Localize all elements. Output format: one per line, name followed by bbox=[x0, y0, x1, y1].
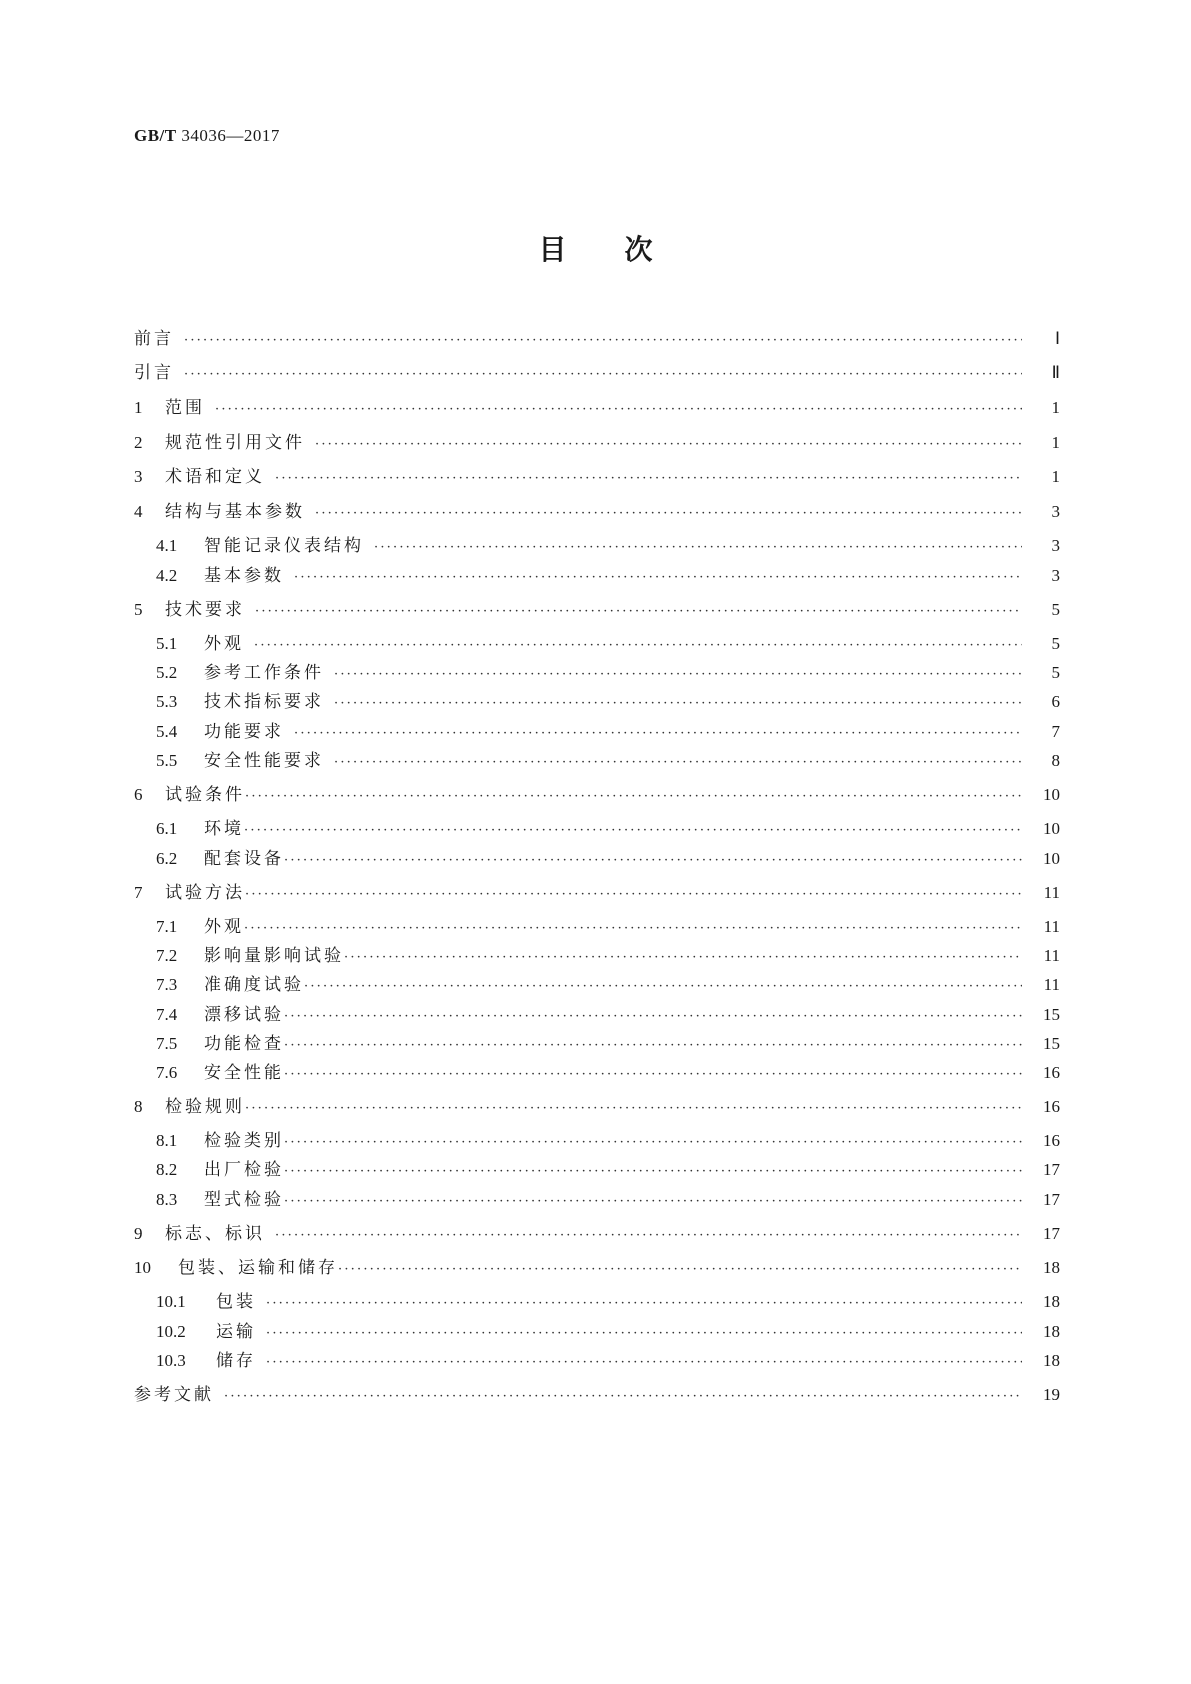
toc-label: 智能记录仪表结构 bbox=[204, 536, 364, 556]
leader-dots bbox=[215, 398, 1022, 422]
toc-number: 5.5 bbox=[156, 751, 178, 770]
leader-dots bbox=[294, 722, 1022, 746]
toc-number: 7.6 bbox=[156, 1063, 178, 1082]
toc-page: Ⅰ bbox=[1054, 329, 1060, 348]
toc-page: 1 bbox=[1051, 467, 1060, 486]
toc-entry-10-3[interactable] bbox=[156, 1349, 1060, 1373]
toc-entry-10-2[interactable] bbox=[156, 1320, 1060, 1344]
leader-dots bbox=[315, 502, 1022, 526]
toc-number: 5.3 bbox=[156, 692, 178, 711]
toc-page: 11 bbox=[1043, 917, 1060, 936]
leader-dots bbox=[334, 692, 1022, 716]
toc-number: 6.1 bbox=[156, 819, 178, 838]
toc-label: 技术指标要求 bbox=[204, 692, 324, 712]
toc-entry-3[interactable] bbox=[134, 465, 1060, 489]
toc-entry-7-4[interactable] bbox=[156, 1003, 1060, 1027]
toc-label: 外观 bbox=[204, 634, 244, 654]
toc-label: 技术要求 bbox=[165, 600, 245, 620]
toc-number: 1 bbox=[134, 398, 143, 417]
toc-page: 10 bbox=[1043, 785, 1060, 804]
leader-dots bbox=[255, 600, 1022, 624]
toc-page: 10 bbox=[1043, 819, 1060, 838]
toc-page: 5 bbox=[1051, 600, 1060, 619]
leader-dots bbox=[284, 849, 1022, 873]
toc-number: 10.1 bbox=[156, 1292, 186, 1311]
leader-dots bbox=[244, 819, 1022, 843]
toc-label: 检验规则 bbox=[165, 1097, 245, 1117]
toc-page: 18 bbox=[1043, 1292, 1060, 1311]
leader-dots bbox=[245, 1097, 1022, 1121]
leader-dots bbox=[338, 1258, 1022, 1282]
toc-page: 18 bbox=[1043, 1258, 1060, 1277]
toc-number: 10 bbox=[134, 1258, 151, 1277]
toc-number: 8.3 bbox=[156, 1190, 178, 1209]
toc-entry-7-6[interactable] bbox=[156, 1061, 1060, 1085]
toc-entry-5-4[interactable] bbox=[156, 720, 1060, 744]
toc-label: 参考工作条件 bbox=[204, 663, 324, 683]
leader-dots bbox=[266, 1322, 1022, 1346]
toc-entry-7-3[interactable] bbox=[156, 973, 1060, 997]
toc-number: 10.3 bbox=[156, 1351, 186, 1370]
toc-entry-7-5[interactable] bbox=[156, 1032, 1060, 1056]
toc-page: 18 bbox=[1043, 1322, 1060, 1341]
toc-label: 功能检查 bbox=[204, 1034, 284, 1054]
toc-page: 8 bbox=[1051, 751, 1060, 770]
toc-entry-6-1[interactable] bbox=[156, 817, 1060, 841]
page-title: 目次 bbox=[538, 233, 711, 266]
leader-dots bbox=[284, 1160, 1022, 1184]
toc-label: 基本参数 bbox=[204, 566, 284, 586]
toc-page: 3 bbox=[1051, 566, 1060, 585]
toc-page: 16 bbox=[1043, 1063, 1060, 1082]
toc-entry-7-2[interactable] bbox=[156, 944, 1060, 968]
toc-label: 检验类别 bbox=[204, 1131, 284, 1151]
toc-label: 参考文献 bbox=[134, 1385, 214, 1405]
toc-label: 储存 bbox=[216, 1351, 256, 1371]
toc-label: 影响量影响试验 bbox=[204, 946, 344, 966]
toc-label: 包装 bbox=[216, 1292, 256, 1312]
toc-page: 5 bbox=[1051, 663, 1060, 682]
toc-number: 8.2 bbox=[156, 1160, 178, 1179]
toc-entry-4-1[interactable] bbox=[156, 534, 1060, 558]
toc-entry-4-2[interactable] bbox=[156, 564, 1060, 588]
toc-page: 3 bbox=[1051, 502, 1060, 521]
leader-dots bbox=[224, 1385, 1022, 1409]
toc-label: 型式检验 bbox=[204, 1190, 284, 1210]
toc-page: 3 bbox=[1051, 536, 1060, 555]
toc-entry-8[interactable] bbox=[134, 1095, 1060, 1119]
leader-dots bbox=[334, 751, 1022, 775]
leader-dots bbox=[284, 1005, 1022, 1029]
toc-number: 4.2 bbox=[156, 566, 178, 585]
toc-number: 6.2 bbox=[156, 849, 178, 868]
toc-entry-7[interactable] bbox=[134, 881, 1060, 905]
toc-label: 包装、运输和储存 bbox=[178, 1258, 338, 1278]
toc-entry-5[interactable] bbox=[134, 598, 1060, 622]
toc-page: 1 bbox=[1051, 398, 1060, 417]
toc-label: 出厂检验 bbox=[204, 1160, 284, 1180]
toc-page: 17 bbox=[1043, 1190, 1060, 1209]
leader-dots bbox=[275, 467, 1022, 491]
toc-label: 规范性引用文件 bbox=[165, 433, 305, 453]
toc-entry-10-1[interactable] bbox=[156, 1290, 1060, 1314]
toc-page: 1 bbox=[1051, 433, 1060, 452]
leader-dots bbox=[304, 975, 1022, 999]
leader-dots bbox=[334, 663, 1022, 687]
toc-page: 18 bbox=[1043, 1351, 1060, 1370]
toc-label: 功能要求 bbox=[204, 722, 284, 742]
toc-entry-6[interactable] bbox=[134, 783, 1060, 807]
toc-label: 结构与基本参数 bbox=[165, 502, 305, 522]
toc-entry-2[interactable] bbox=[134, 431, 1060, 455]
leader-dots bbox=[266, 1351, 1022, 1375]
leader-dots bbox=[284, 1034, 1022, 1058]
toc-label: 安全性能 bbox=[204, 1063, 284, 1083]
toc-number: 7.4 bbox=[156, 1005, 178, 1024]
toc-number: 5.1 bbox=[156, 634, 178, 653]
toc-number: 8.1 bbox=[156, 1131, 178, 1150]
standard-code-prefix: GB/T bbox=[134, 126, 177, 145]
leader-dots bbox=[184, 329, 1022, 353]
toc-number: 8 bbox=[134, 1097, 143, 1116]
toc-number: 7.5 bbox=[156, 1034, 178, 1053]
leader-dots bbox=[315, 433, 1022, 457]
toc-number: 7.3 bbox=[156, 975, 178, 994]
leader-dots bbox=[266, 1292, 1022, 1316]
leader-dots bbox=[245, 785, 1022, 809]
toc-page: 17 bbox=[1043, 1160, 1060, 1179]
toc-number: 9 bbox=[134, 1224, 143, 1243]
toc-page: 5 bbox=[1051, 634, 1060, 653]
leader-dots bbox=[254, 634, 1022, 658]
toc-number: 7 bbox=[134, 883, 143, 902]
toc-entry-bibliography[interactable] bbox=[134, 1383, 1060, 1407]
toc-label: 前言 bbox=[134, 329, 174, 349]
toc-page: 19 bbox=[1043, 1385, 1060, 1404]
leader-dots bbox=[184, 363, 1022, 387]
toc-page: 11 bbox=[1043, 975, 1060, 994]
leader-dots bbox=[245, 883, 1022, 907]
toc-entry-9[interactable] bbox=[134, 1222, 1060, 1246]
leader-dots bbox=[374, 536, 1022, 560]
toc-number: 5.4 bbox=[156, 722, 178, 741]
toc-entry-5-1[interactable] bbox=[156, 632, 1060, 656]
toc-entry-introduction[interactable] bbox=[134, 361, 1060, 385]
toc-entry-preface[interactable] bbox=[134, 327, 1060, 351]
toc-entry-8-1[interactable] bbox=[156, 1129, 1060, 1153]
toc-entry-5-2[interactable] bbox=[156, 661, 1060, 685]
toc-label: 标志、标识 bbox=[165, 1224, 265, 1244]
toc-label: 漂移试验 bbox=[204, 1005, 284, 1025]
toc-page: 11 bbox=[1043, 883, 1060, 902]
leader-dots bbox=[344, 946, 1022, 970]
toc-number: 4.1 bbox=[156, 536, 178, 555]
toc-page: 15 bbox=[1043, 1034, 1060, 1053]
toc-label: 配套设备 bbox=[204, 849, 284, 869]
toc-number: 3 bbox=[134, 467, 143, 486]
toc-label: 术语和定义 bbox=[165, 467, 265, 487]
toc-number: 6 bbox=[134, 785, 143, 804]
toc-number: 7.1 bbox=[156, 917, 178, 936]
toc-entry-8-3[interactable] bbox=[156, 1188, 1060, 1212]
toc-page: Ⅱ bbox=[1051, 363, 1060, 382]
toc-entry-5-3[interactable] bbox=[156, 690, 1060, 714]
toc-page: 16 bbox=[1043, 1131, 1060, 1150]
toc-entry-6-2[interactable] bbox=[156, 847, 1060, 871]
toc-entry-7-1[interactable] bbox=[156, 915, 1060, 939]
toc-number: 7.2 bbox=[156, 946, 178, 965]
leader-dots bbox=[284, 1063, 1022, 1087]
toc-page: 6 bbox=[1051, 692, 1060, 711]
toc-label: 安全性能要求 bbox=[204, 751, 324, 771]
leader-dots bbox=[275, 1224, 1022, 1248]
leader-dots bbox=[244, 917, 1022, 941]
toc-entry-10[interactable] bbox=[134, 1256, 1060, 1280]
toc-entry-4[interactable] bbox=[134, 500, 1060, 524]
toc-label: 试验条件 bbox=[165, 785, 245, 805]
toc-entry-1[interactable] bbox=[134, 396, 1060, 420]
toc-number: 2 bbox=[134, 433, 143, 452]
toc-page: 15 bbox=[1043, 1005, 1060, 1024]
toc-label: 外观 bbox=[204, 917, 244, 937]
toc-number: 10.2 bbox=[156, 1322, 186, 1341]
toc-label: 环境 bbox=[204, 819, 244, 839]
toc-entry-8-2[interactable] bbox=[156, 1158, 1060, 1182]
toc-page: 17 bbox=[1043, 1224, 1060, 1243]
leader-dots bbox=[284, 1131, 1022, 1155]
standard-code-number: 34036—2017 bbox=[181, 126, 280, 145]
toc-label: 引言 bbox=[134, 363, 174, 383]
toc-label: 范围 bbox=[165, 398, 205, 418]
toc-entry-5-5[interactable] bbox=[156, 749, 1060, 773]
standard-code bbox=[134, 126, 280, 146]
toc-label: 运输 bbox=[216, 1322, 256, 1342]
leader-dots bbox=[284, 1190, 1022, 1214]
toc-number: 5 bbox=[134, 600, 143, 619]
toc-page: 16 bbox=[1043, 1097, 1060, 1116]
toc-page: 11 bbox=[1043, 946, 1060, 965]
toc-label: 试验方法 bbox=[165, 883, 245, 903]
toc-label: 准确度试验 bbox=[204, 975, 304, 995]
leader-dots bbox=[294, 566, 1022, 590]
toc-number: 5.2 bbox=[156, 663, 178, 682]
toc-page: 10 bbox=[1043, 849, 1060, 868]
toc-page: 7 bbox=[1051, 722, 1060, 741]
toc-number: 4 bbox=[134, 502, 143, 521]
